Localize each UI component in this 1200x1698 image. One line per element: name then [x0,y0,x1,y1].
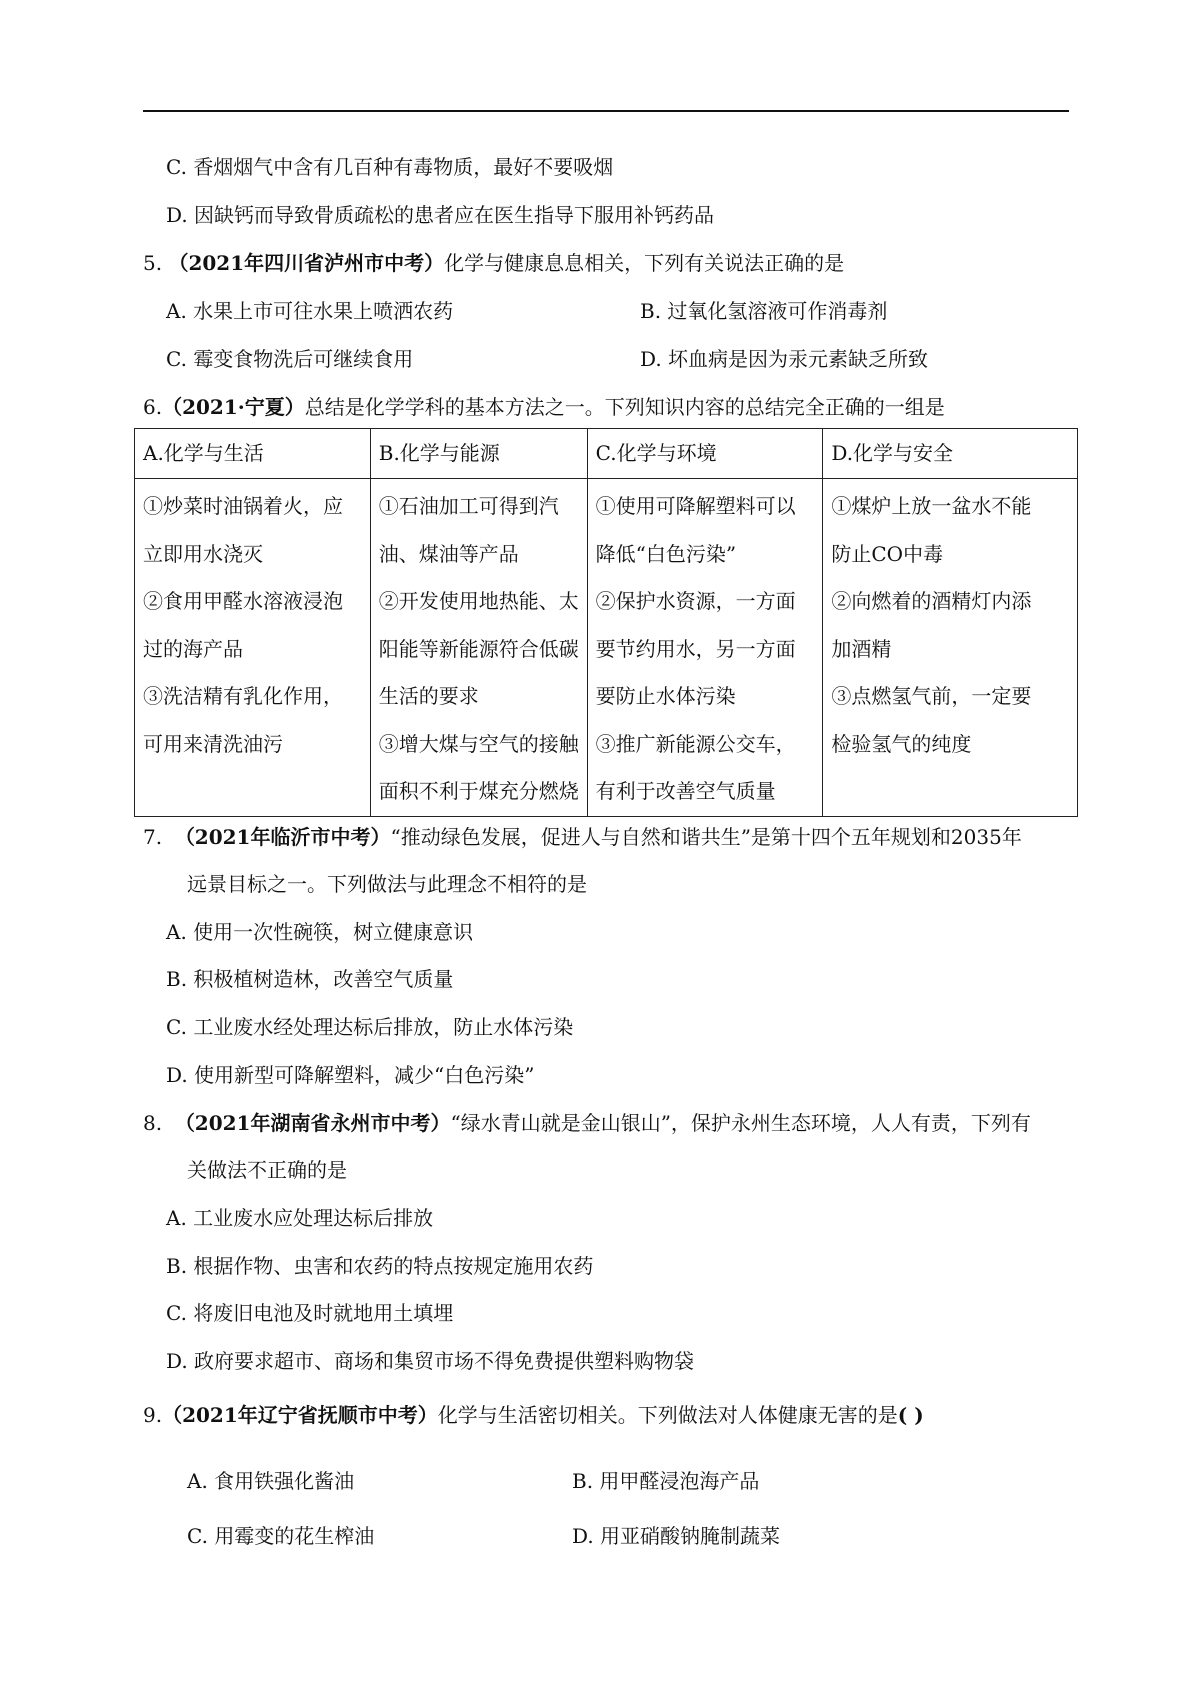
q7-option-a: A. 使用一次性碗筷，树立健康意识 [166,920,474,944]
cell-line: 可用来清洗油污 [143,731,283,756]
q5-stem: 5. （2021年四川省泸州市中考）化学与健康息息相关，下列有关说法正确的是 [143,251,845,275]
q8-option-b: B. 根据作物、虫害和农药的特点按规定施用农药 [166,1254,594,1278]
q4-option-c: C. 香烟烟气中含有几百种有毒物质，最好不要吸烟 [166,155,614,179]
cell-line: 降低“白色污染” [595,541,737,566]
q8-option-c: C. 将废旧电池及时就地用土填埋 [166,1301,454,1325]
q7-option-d: D. 使用新型可降解塑料，减少“白色污染” [166,1063,535,1087]
cell-line: ②开发使用地热能、太 [378,589,579,613]
table-cell-d [823,479,1078,817]
table-header-d: D.化学与安全 [823,429,1078,479]
q7-stem-cont: 远景目标之一。下列做法与此理念不相符的是 [187,872,587,896]
cell-line: ③推广新能源公交车， [595,731,796,756]
cell-line: ①使用可降解塑料可以 [595,494,796,518]
q9-stem: 9.（2021年辽宁省抚顺市中考）化学与生活密切相关。下列做法对人体健康无害的是( ) [143,1403,924,1427]
cell-line: 要节约用水，另一方面 [595,636,796,661]
cell-line: ③点燃氢气前，一定要 [831,684,1032,708]
table-cell-a [135,479,371,817]
q5-option-d: D. 坏血病是因为汞元素缺乏所致 [640,347,929,371]
q6-table [134,428,1078,817]
q8-option-d: D. 政府要求超市、商场和集贸市场不得免费提供塑料购物袋 [166,1349,695,1373]
cell-line: 过的海产品 [143,636,243,661]
cell-line: 检验氢气的纯度 [831,731,972,756]
q7-option-c: C. 工业废水经处理达标后排放，防止水体污染 [166,1015,574,1039]
table-header-b: B.化学与能源 [370,429,587,479]
q8-stem-cont: 关做法不正确的是 [187,1158,347,1182]
table-header-c: C.化学与环境 [587,429,823,479]
cell-line: ①石油加工可得到汽 [378,494,559,518]
cell-line: ①炒菜时油锅着火，应 [143,494,343,518]
q5-option-b: B. 过氧化氢溶液可作消毒剂 [640,299,888,323]
table-header-a: A.化学与生活 [135,429,371,479]
q9-option-a: A. 食用铁强化酱油 [187,1469,355,1493]
cell-line: 油、煤油等产品 [378,541,519,566]
cell-line: ③增大煤与空气的接触 [378,731,579,756]
cell-line: 立即用水浇灭 [143,541,263,566]
table-cell-b [370,479,587,817]
q5-option-a: A. 水果上市可往水果上喷洒农药 [166,299,454,323]
cell-line: 加酒精 [831,636,892,661]
cell-line: 有利于改善空气质量 [595,779,776,803]
cell-line: 防止CO中毒 [831,541,944,566]
q8-option-a: A. 工业废水应处理达标后排放 [166,1206,434,1230]
q8-stem: 8. （2021年湖南省永州市中考）“绿水青山就是金山银山”，保护永州生态环境，人人有责，下列有 [143,1111,1031,1135]
cell-line: 生活的要求 [378,684,479,708]
header-rule [143,110,1069,112]
cell-line: 面积不利于煤充分燃烧 [378,779,579,803]
cell-line: ②向燃着的酒精灯内添 [831,589,1032,613]
q5-option-c: C. 霉变食物洗后可继续食用 [166,347,414,371]
q7-option-b: B. 积极植树造林，改善空气质量 [166,967,454,991]
cell-line: ③洗洁精有乳化作用， [143,684,343,708]
cell-line: ②保护水资源，一方面 [595,589,796,613]
cell-line: 阳能等新能源符合低碳 [378,636,579,661]
cell-line: ①煤炉上放一盆水不能 [831,494,1032,518]
q7-stem: 7. （2021年临沂市中考）“推动绿色发展，促进人与自然和谐共生”是第十四个五年规划和2035年 [143,825,1022,849]
cell-line: ②食用甲醛水溶液浸泡 [143,589,343,613]
q6-stem: 6.（2021·宁夏）总结是化学学科的基本方法之一。下列知识内容的总结完全正确的一组是 [143,395,945,419]
table-cell-c [587,479,823,817]
q9-option-b: B. 用甲醛浸泡海产品 [572,1469,760,1493]
q9-option-c: C. 用霉变的花生榨油 [187,1524,375,1548]
answer-bracket: ( ) [897,1403,924,1427]
cell-line: 要防止水体污染 [595,684,736,708]
q9-option-d: D. 用亚硝酸钠腌制蔬菜 [572,1524,781,1548]
q4-option-d: D. 因缺钙而导致骨质疏松的患者应在医生指导下服用补钙药品 [166,203,715,227]
